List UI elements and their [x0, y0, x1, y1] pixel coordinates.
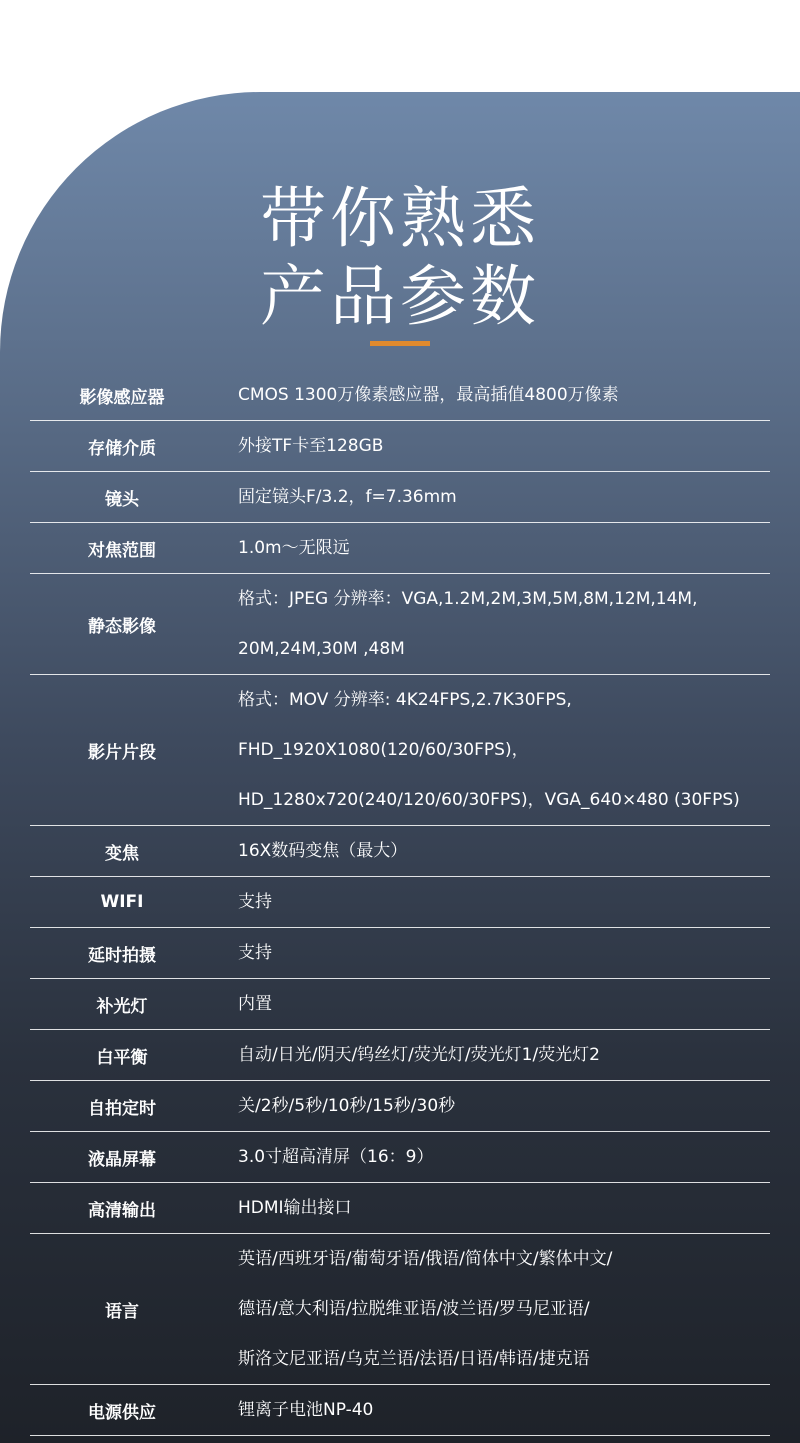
spec-value-line: 斯洛文尼亚语/乌克兰语/法语/日语/韩语/捷克语: [238, 1349, 590, 1369]
spec-value-line: 支持: [238, 892, 272, 912]
spec-label: 对焦范围: [30, 523, 214, 574]
spec-table-body: [30, 370, 770, 1436]
spec-label: 补光灯: [30, 979, 214, 1030]
spec-value-line: 外接TF卡至128GB: [238, 436, 384, 456]
spec-value: [214, 826, 770, 877]
spec-label: 液晶屏幕: [30, 1132, 214, 1183]
spec-value-line: HDMI输出接口: [238, 1198, 352, 1218]
spec-value: [214, 1030, 770, 1081]
accent-underline: [370, 341, 430, 346]
spec-value: [214, 1081, 770, 1132]
spec-row: [30, 826, 770, 877]
spec-row: [30, 1183, 770, 1234]
spec-value: [214, 574, 770, 675]
spec-row: [30, 1234, 770, 1385]
spec-value-line: CMOS 1300万像素感应器，最高插值4800万像素: [238, 385, 619, 405]
background-panel: [0, 92, 800, 1443]
spec-value-line: FHD_1920X1080(120/60/30FPS)，: [238, 740, 529, 760]
spec-value: [214, 1385, 770, 1436]
spec-row: [30, 877, 770, 928]
title-line-2: 产品参数: [260, 258, 540, 335]
spec-label: WIFI: [30, 877, 214, 928]
spec-value-line: HD_1280x720(240/120/60/30FPS)，VGA_640×480 (30FPS): [238, 790, 740, 810]
spec-value: [214, 472, 770, 523]
spec-label: 电源供应: [30, 1385, 214, 1436]
spec-label: 变焦: [30, 826, 214, 877]
spec-row: [30, 1081, 770, 1132]
spec-value: [214, 370, 770, 421]
spec-value: [214, 979, 770, 1030]
spec-value-line: 内置: [238, 994, 272, 1014]
spec-row: [30, 1132, 770, 1183]
spec-row: [30, 370, 770, 421]
spec-label: 静态影像: [30, 574, 214, 675]
spec-value: [214, 675, 770, 826]
spec-value-line: 英语/西班牙语/葡萄牙语/俄语/简体中文/繁体中文/: [238, 1249, 613, 1269]
spec-label: 影片片段: [30, 675, 214, 826]
spec-value: [214, 421, 770, 472]
spec-row: [30, 472, 770, 523]
spec-label: 白平衡: [30, 1030, 214, 1081]
page-title: [0, 180, 800, 336]
spec-value-line: 支持: [238, 943, 272, 963]
spec-row: [30, 979, 770, 1030]
spec-row: [30, 574, 770, 675]
spec-row: [30, 928, 770, 979]
spec-value-line: 16X数码变焦（最大）: [238, 841, 408, 861]
spec-value: [214, 1183, 770, 1234]
title-line-1: 带你熟悉: [260, 180, 540, 257]
spec-value: [214, 1132, 770, 1183]
spec-value: [214, 877, 770, 928]
spec-table: [30, 370, 770, 1436]
spec-label: 高清输出: [30, 1183, 214, 1234]
spec-label: 镜头: [30, 472, 214, 523]
spec-row: [30, 1385, 770, 1436]
spec-row: [30, 675, 770, 826]
spec-value: [214, 523, 770, 574]
spec-value-line: 德语/意大利语/拉脱维亚语/波兰语/罗马尼亚语/: [238, 1299, 590, 1319]
spec-value: [214, 928, 770, 979]
spec-row: [30, 523, 770, 574]
spec-label: 存储介质: [30, 421, 214, 472]
spec-label: 自拍定时: [30, 1081, 214, 1132]
spec-value-line: 自动/日光/阴天/钨丝灯/荧光灯/荧光灯1/荧光灯2: [238, 1045, 600, 1065]
spec-label: 延时拍摄: [30, 928, 214, 979]
spec-row: [30, 421, 770, 472]
spec-value-line: 1.0m～无限远: [238, 538, 350, 558]
spec-value-line: 关/2秒/5秒/10秒/15秒/30秒: [238, 1096, 456, 1116]
spec-value-line: 20M,24M,30M ,48M: [238, 639, 405, 659]
spec-value-line: 锂离子电池NP-40: [238, 1400, 374, 1420]
spec-value-line: 格式：MOV 分辨率: 4K24FPS,2.7K30FPS,: [238, 690, 572, 710]
spec-value: [214, 1234, 770, 1385]
spec-label: 语言: [30, 1234, 214, 1385]
spec-row: [30, 1030, 770, 1081]
spec-value-line: 固定镜头F/3.2，f=7.36mm: [238, 487, 457, 507]
spec-label: 影像感应器: [30, 370, 214, 421]
spec-value-line: 格式：JPEG 分辨率：VGA,1.2M,2M,3M,5M,8M,12M,14M,: [238, 589, 698, 609]
spec-value-line: 3.0寸超高清屏（16：9）: [238, 1147, 434, 1167]
